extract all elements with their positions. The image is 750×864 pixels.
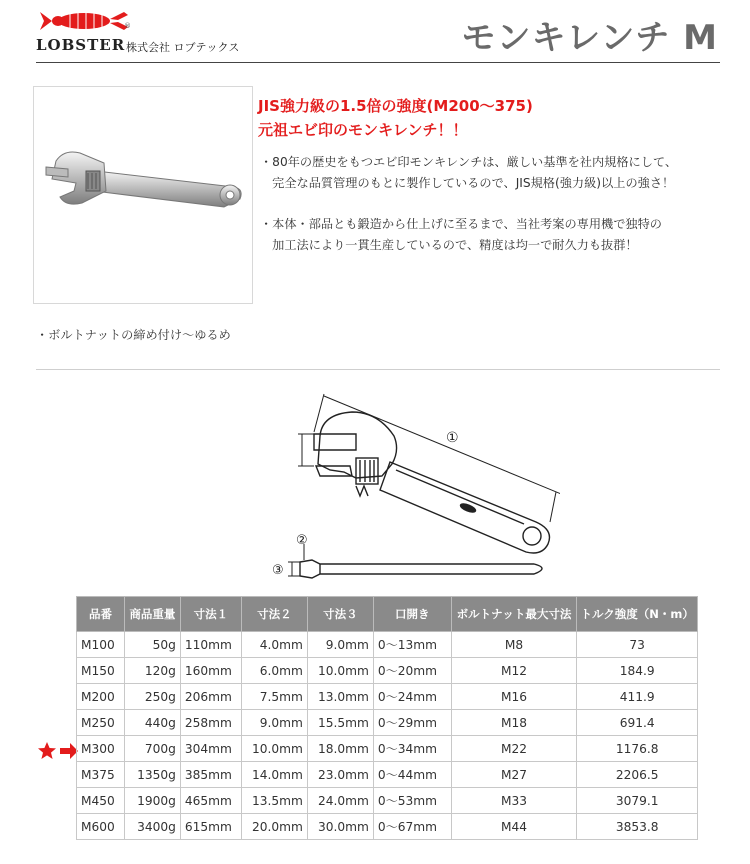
company-name: 株式会社 ロブテックス bbox=[126, 41, 240, 54]
cell-opening: 0～20mm bbox=[373, 658, 451, 684]
wrench-photo-icon bbox=[34, 87, 252, 303]
feature-bullet-1-line-1: ・80年の歴史をもつエビ印モンキレンチは、厳しい基準を社内規格にして、 bbox=[260, 155, 678, 169]
table-row bbox=[77, 658, 698, 684]
cell-weight: 50g bbox=[124, 632, 180, 658]
cell-dim1: 110mm bbox=[180, 632, 241, 658]
cell-opening: 0～53mm bbox=[373, 788, 451, 814]
cell-dim3: 18.0mm bbox=[307, 736, 373, 762]
col-header-dim2: 寸法２ bbox=[241, 597, 307, 632]
star-arrow-icon bbox=[38, 741, 78, 761]
feature-bullet-2-line-1: ・本体・部品とも鍛造から仕上げに至るまで、当社考案の専用機で独特の bbox=[260, 217, 662, 231]
cell-opening: 0～24mm bbox=[373, 684, 451, 710]
headline-line-2: 元祖エビ印のモンキレンチ！！ bbox=[258, 121, 468, 139]
spec-table bbox=[76, 596, 698, 840]
cell-torque: 411.9 bbox=[577, 684, 698, 710]
cell-model: M600 bbox=[77, 814, 125, 840]
cell-dim1: 465mm bbox=[180, 788, 241, 814]
cell-dim1: 160mm bbox=[180, 658, 241, 684]
dimension-label-1: ① bbox=[446, 430, 459, 446]
dimension-label-3: ③ bbox=[272, 563, 284, 578]
cell-dim2: 10.0mm bbox=[241, 736, 307, 762]
cell-dim3: 23.0mm bbox=[307, 762, 373, 788]
cell-weight: 120g bbox=[124, 658, 180, 684]
cell-max-bolt: M44 bbox=[451, 814, 577, 840]
dimension-diagram bbox=[260, 378, 560, 598]
dimension-label-2: ② bbox=[296, 533, 308, 548]
cell-model: M150 bbox=[77, 658, 125, 684]
cell-dim1: 206mm bbox=[180, 684, 241, 710]
cell-opening: 0～44mm bbox=[373, 762, 451, 788]
feature-bullet-1-line-2: 完全な品質管理のもとに製作しているので、JIS規格(強力級)以上の強さ！ bbox=[260, 176, 675, 190]
section-divider bbox=[36, 369, 720, 370]
cell-weight: 1900g bbox=[124, 788, 180, 814]
cell-dim3: 15.5mm bbox=[307, 710, 373, 736]
cell-torque: 3853.8 bbox=[577, 814, 698, 840]
cell-dim3: 13.0mm bbox=[307, 684, 373, 710]
cell-max-bolt: M33 bbox=[451, 788, 577, 814]
col-header-dim3: 寸法３ bbox=[307, 597, 373, 632]
cell-dim2: 9.0mm bbox=[241, 710, 307, 736]
cell-max-bolt: M22 bbox=[451, 736, 577, 762]
page-header bbox=[0, 0, 750, 64]
cell-opening: 0～34mm bbox=[373, 736, 451, 762]
headline-line-1: JIS強力級の1.5倍の強度(M200～375) bbox=[258, 97, 533, 115]
cell-weight: 250g bbox=[124, 684, 180, 710]
registered-mark: ® bbox=[124, 22, 131, 30]
cell-model: M200 bbox=[77, 684, 125, 710]
cell-dim3: 9.0mm bbox=[307, 632, 373, 658]
cell-model: M375 bbox=[77, 762, 125, 788]
cell-model: M250 bbox=[77, 710, 125, 736]
wrench-diagram-icon bbox=[260, 378, 560, 598]
cell-dim3: 10.0mm bbox=[307, 658, 373, 684]
cell-dim2: 20.0mm bbox=[241, 814, 307, 840]
feature-bullet-2-line-2: 加工法により一貫生産しているので、精度は均一で耐久力も抜群！ bbox=[260, 238, 638, 252]
cell-model: M100 bbox=[77, 632, 125, 658]
table-row bbox=[77, 632, 698, 658]
cell-weight: 1350g bbox=[124, 762, 180, 788]
table-row bbox=[77, 710, 698, 736]
cell-opening: 0～13mm bbox=[373, 632, 451, 658]
cell-dim2: 7.5mm bbox=[241, 684, 307, 710]
table-row bbox=[77, 762, 698, 788]
col-header-model: 品番 bbox=[77, 597, 125, 632]
cell-max-bolt: M12 bbox=[451, 658, 577, 684]
table-row bbox=[77, 788, 698, 814]
lobster-logo-icon bbox=[36, 6, 132, 36]
cell-dim2: 14.0mm bbox=[241, 762, 307, 788]
product-photo bbox=[33, 86, 253, 304]
cell-weight: 440g bbox=[124, 710, 180, 736]
cell-model: M300 bbox=[77, 736, 125, 762]
table-header-row bbox=[77, 597, 698, 632]
cell-model: M450 bbox=[77, 788, 125, 814]
cell-max-bolt: M18 bbox=[451, 710, 577, 736]
cell-max-bolt: M27 bbox=[451, 762, 577, 788]
cell-weight: 700g bbox=[124, 736, 180, 762]
cell-torque: 1176.8 bbox=[577, 736, 698, 762]
headline bbox=[258, 94, 718, 142]
cell-dim2: 4.0mm bbox=[241, 632, 307, 658]
cell-torque: 3079.1 bbox=[577, 788, 698, 814]
cell-dim2: 6.0mm bbox=[241, 658, 307, 684]
col-header-dim1: 寸法１ bbox=[180, 597, 241, 632]
cell-dim3: 24.0mm bbox=[307, 788, 373, 814]
col-header-opening: 口開き bbox=[373, 597, 451, 632]
feature-bullet-2 bbox=[260, 214, 718, 256]
cell-opening: 0～67mm bbox=[373, 814, 451, 840]
cell-torque: 73 bbox=[577, 632, 698, 658]
feature-bullet-1 bbox=[260, 152, 718, 194]
cell-torque: 184.9 bbox=[577, 658, 698, 684]
col-header-weight: 商品重量 bbox=[124, 597, 180, 632]
cell-dim1: 615mm bbox=[180, 814, 241, 840]
cell-weight: 3400g bbox=[124, 814, 180, 840]
lobster-logo[interactable] bbox=[36, 6, 276, 58]
col-header-max-bolt: ボルトナット最大寸法 bbox=[451, 597, 577, 632]
brand-name: LOBSTER bbox=[36, 36, 126, 54]
table-row-highlighted bbox=[77, 736, 698, 762]
header-divider bbox=[36, 62, 720, 63]
cell-opening: 0～29mm bbox=[373, 710, 451, 736]
cell-dim2: 13.5mm bbox=[241, 788, 307, 814]
cell-dim1: 385mm bbox=[180, 762, 241, 788]
cell-torque: 691.4 bbox=[577, 710, 698, 736]
cell-dim3: 30.0mm bbox=[307, 814, 373, 840]
table-row bbox=[77, 684, 698, 710]
page-title: モンキレンチ M bbox=[461, 18, 718, 58]
col-header-torque: トルク強度（N・m） bbox=[577, 597, 698, 632]
usage-text: ・ボルトナットの締め付け～ゆるめ bbox=[36, 328, 231, 342]
cell-torque: 2206.5 bbox=[577, 762, 698, 788]
cell-dim1: 304mm bbox=[180, 736, 241, 762]
cell-max-bolt: M8 bbox=[451, 632, 577, 658]
table-row bbox=[77, 814, 698, 840]
cell-max-bolt: M16 bbox=[451, 684, 577, 710]
cell-dim1: 258mm bbox=[180, 710, 241, 736]
